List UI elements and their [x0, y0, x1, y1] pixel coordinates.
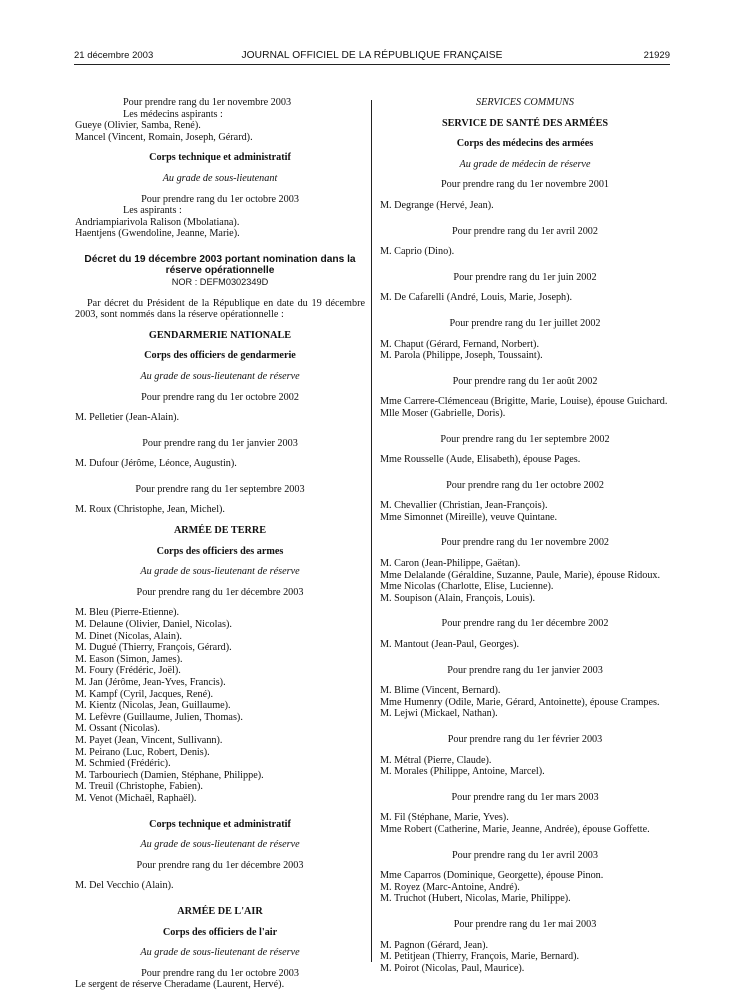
name-entry: M. Tarbouriech (Damien, Stéphane, Philippe).: [75, 769, 264, 781]
name-entry: Le sergent de réserve Cheradame (Laurent, Hervé).: [75, 979, 285, 991]
corps-heading: Corps des officiers de l'air: [162, 926, 278, 938]
name-entry: M. Métral (Pierre, Claude).: [380, 754, 492, 766]
rank-line: Pour prendre rang du 1er juillet 2002: [449, 317, 601, 329]
corps-heading: Corps technique et administratif: [149, 818, 291, 830]
name-entry: Mme Caparros (Dominique, Georgette), épouse Pinon.: [380, 870, 604, 882]
subheading: Les médecins aspirants :: [123, 108, 223, 120]
name-entry: M. Delaune (Olivier, Daniel, Nicolas).: [75, 619, 232, 631]
name-entry: Haentjens (Gwendoline, Jeanne, Marie).: [75, 228, 240, 240]
grade-line: Au grade de sous-lieutenant de réserve: [140, 839, 300, 851]
header-journal-title: JOURNAL OFFICIEL DE LA RÉPUBLIQUE FRANÇAISE: [241, 50, 503, 61]
left-column: [75, 97, 365, 991]
name-entry: M. Dugué (Thierry, François, Gérard).: [75, 642, 232, 654]
corps-heading: Corps technique et administratif: [149, 152, 291, 164]
name-entry: M. Peirano (Luc, Robert, Denis).: [75, 746, 210, 758]
name-entry: Mme Humenry (Odile, Marie, Gérard, Antoinette), épouse Crampes.: [380, 696, 660, 708]
rank-group: [380, 734, 670, 778]
name-entry: M. Dufour (Jérôme, Léonce, Augustin).: [75, 458, 237, 470]
right-column: [380, 97, 670, 974]
name-entry: Mme Robert (Catherine, Marie, Jeanne, Andrée), épouse Goffette.: [380, 823, 650, 835]
name-entry: M. Royez (Marc-Antoine, André).: [380, 881, 520, 893]
name-entry: M. De Cafarelli (André, Louis, Marie, Joseph).: [380, 292, 573, 304]
name-entry: M. Payet (Jean, Vincent, Sullivann).: [75, 734, 223, 746]
rank-line: Pour prendre rang du 1er octobre 2003: [141, 193, 299, 205]
name-entry: M. Ossant (Nicolas).: [75, 723, 160, 735]
name-entry: M. Dinet (Nicolas, Alain).: [75, 630, 182, 642]
subheading: Les aspirants :: [123, 205, 182, 217]
name-entry: Mme Rousselle (Aude, Elisabeth), épouse Pages.: [380, 454, 581, 466]
rank-line: Pour prendre rang du 1er décembre 2003: [136, 859, 304, 871]
name-entry: M. Parola (Philippe, Joseph, Toussaint).: [380, 350, 543, 362]
name-entry: M. Petitjean (Thierry, François, Marie, Bernard).: [380, 951, 580, 963]
rank-group: [380, 792, 670, 836]
name-entry: M. Chaput (Gérard, Fernand, Norbert).: [380, 338, 539, 350]
name-entry: M. Mantout (Jean-Paul, Georges).: [380, 639, 520, 651]
name-entry: M. Fil (Stéphane, Marie, Yves).: [380, 812, 509, 824]
grade-line: Au grade de sous-lieutenant de réserve: [140, 370, 300, 382]
rank-line: Pour prendre rang du 1er février 2003: [447, 734, 603, 745]
name-entry: M. Lejwi (Mickael, Nathan).: [380, 708, 498, 720]
name-entry: M. Bleu (Pierre-Etienne).: [75, 607, 180, 619]
name-entry: Mme Carrere-Clémenceau (Brigitte, Marie, Louise), épouse Guichard.: [380, 396, 668, 408]
grade-line: Au grade de sous-lieutenant de réserve: [140, 947, 300, 959]
name-entry: M. Roux (Christophe, Jean, Michel).: [75, 504, 225, 516]
rank-line: Pour prendre rang du 1er novembre 2001: [440, 179, 610, 191]
rank-line: Pour prendre rang du 1er avril 2002: [452, 225, 598, 237]
section-heading: GENDARMERIE NATIONALE: [148, 329, 292, 341]
name-entry: M. Morales (Philippe, Antoine, Marcel).: [380, 766, 545, 778]
names-list: [75, 607, 365, 804]
name-entry: Mme Delalande (Géraldine, Suzanne, Paule, Marie), épouse Ridoux.: [380, 569, 661, 581]
rank-line: Pour prendre rang du 1er décembre 2002: [441, 618, 609, 630]
header-page-number: 21929: [643, 50, 670, 61]
name-entry: M. Soupison (Alain, François, Louis).: [380, 592, 536, 604]
rank-group: [380, 665, 670, 720]
rank-line: Pour prendre rang du 1er octobre 2002: [141, 391, 299, 403]
rank-line: Pour prendre rang du 1er novembre 2003: [123, 97, 292, 108]
rank-line: Pour prendre rang du 1er septembre 2003: [135, 483, 305, 495]
rank-group: [380, 618, 670, 650]
name-entry: M. Lefèvre (Guillaume, Julien, Thomas).: [75, 711, 243, 723]
rank-line: Pour prendre rang du 1er mai 2003: [453, 918, 597, 930]
decree-text: Par décret du Président de la République en date du 19 décembre 2003, sont nommés dans la réserve opérationnelle :: [75, 297, 365, 321]
rank-line: Pour prendre rang du 1er janvier 2003: [142, 437, 298, 449]
rank-line: Pour prendre rang du 1er novembre 2002: [440, 537, 610, 549]
name-entry: M. Schmied (Frédéric).: [75, 758, 171, 770]
rank-line: Pour prendre rang du 1er septembre 2002: [440, 433, 610, 445]
name-entry: M. Eason (Simon, James).: [75, 653, 183, 665]
header-rule: [74, 64, 670, 65]
rank-group: [380, 272, 670, 304]
rank-line: Pour prendre rang du 1er mars 2003: [451, 791, 599, 803]
rank-line: Pour prendre rang du 1er août 2002: [452, 375, 598, 387]
corps-heading: Corps des officiers des armes: [156, 545, 284, 557]
name-entry: M. Blime (Vincent, Bernard).: [380, 685, 501, 697]
corps-heading: Corps des médecins des armées: [456, 138, 594, 150]
rank-group: [380, 537, 670, 604]
name-entry: M. Pagnon (Gérard, Jean).: [380, 939, 489, 951]
name-entry: M. Del Vecchio (Alain).: [75, 880, 174, 892]
rank-line: Pour prendre rang du 1er octobre 2002: [446, 479, 604, 491]
name-entry: M. Jan (Jérôme, Jean-Yves, Francis).: [75, 677, 226, 688]
name-entry: Andriampiarivola Ralison (Mbolatiana).: [75, 216, 240, 228]
decree-nor: NOR : DEFM0302349D: [171, 276, 269, 287]
name-entry: Mme Simonnet (Mireille), veuve Quintane.: [380, 511, 558, 523]
column-divider: [371, 100, 372, 962]
rank-line: Pour prendre rang du 1er avril 2003: [452, 849, 598, 861]
name-entry: M. Degrange (Hervé, Jean).: [380, 199, 494, 211]
service-heading: SERVICE DE SANTÉ DES ARMÉES: [441, 117, 609, 129]
grade-line: Au grade de sous-lieutenant de réserve: [140, 566, 300, 578]
name-entry: M. Caprio (Dino).: [380, 246, 455, 258]
name-entry: M. Truchot (Hubert, Nicolas, Marie, Philippe).: [380, 893, 571, 905]
rank-groups: [380, 179, 670, 974]
name-entry: Mme Nicolas (Charlotte, Elise, Lucienne).: [380, 581, 554, 593]
name-entry: M. Foury (Frédéric, Joël).: [75, 665, 181, 677]
section-heading: ARMÉE DE TERRE: [173, 525, 267, 537]
section-heading: ARMÉE DE L'AIR: [177, 905, 263, 917]
rank-group: [380, 850, 670, 905]
rank-group: [380, 376, 670, 420]
decree-title: Décret du 19 décembre 2003 portant nomination dans la réserve opérationnelle: [84, 253, 356, 277]
name-entry: M. Poirot (Nicolas, Paul, Maurice).: [380, 962, 525, 974]
name-entry: M. Kampf (Cyril, Jacques, René).: [75, 688, 214, 700]
section-heading: SERVICES COMMUNS: [476, 97, 574, 108]
header-date: 21 décembre 2003: [74, 50, 154, 61]
name-entry: M. Pelletier (Jean-Alain).: [75, 412, 180, 424]
name-entry: M. Chevallier (Christian, Jean-François).: [380, 500, 548, 512]
rank-group: [380, 480, 670, 524]
rank-line: Pour prendre rang du 1er décembre 2003: [136, 586, 304, 598]
rank-line: Pour prendre rang du 1er juin 2002: [453, 271, 597, 283]
grade-line: Au grade de médecin de réserve: [459, 158, 591, 170]
name-entry: M. Kientz (Nicolas, Jean, Guillaume).: [75, 700, 231, 712]
rank-group: [380, 179, 670, 211]
corps-heading: Corps des officiers de gendarmerie: [144, 350, 296, 362]
page-header: [74, 50, 670, 62]
name-entry: M. Caron (Jean-Philippe, Gaëtan).: [380, 558, 521, 570]
rank-group: [380, 434, 670, 466]
name-entry: Gueye (Olivier, Samba, René).: [75, 120, 201, 132]
grade-line: Au grade de sous-lieutenant: [162, 172, 278, 184]
rank-line: Pour prendre rang du 1er octobre 2003: [141, 967, 299, 979]
name-entry: M. Treuil (Christophe, Fabien).: [75, 781, 203, 793]
rank-line: Pour prendre rang du 1er janvier 2003: [447, 664, 603, 676]
name-entry: M. Venot (Michaël, Raphaël).: [75, 792, 197, 804]
name-entry: Mancel (Vincent, Romain, Joseph, Gérard).: [75, 131, 253, 143]
rank-group: [380, 226, 670, 258]
name-entry: Mlle Moser (Gabrielle, Doris).: [380, 407, 506, 419]
rank-group: [380, 318, 670, 362]
rank-group: [380, 919, 670, 974]
